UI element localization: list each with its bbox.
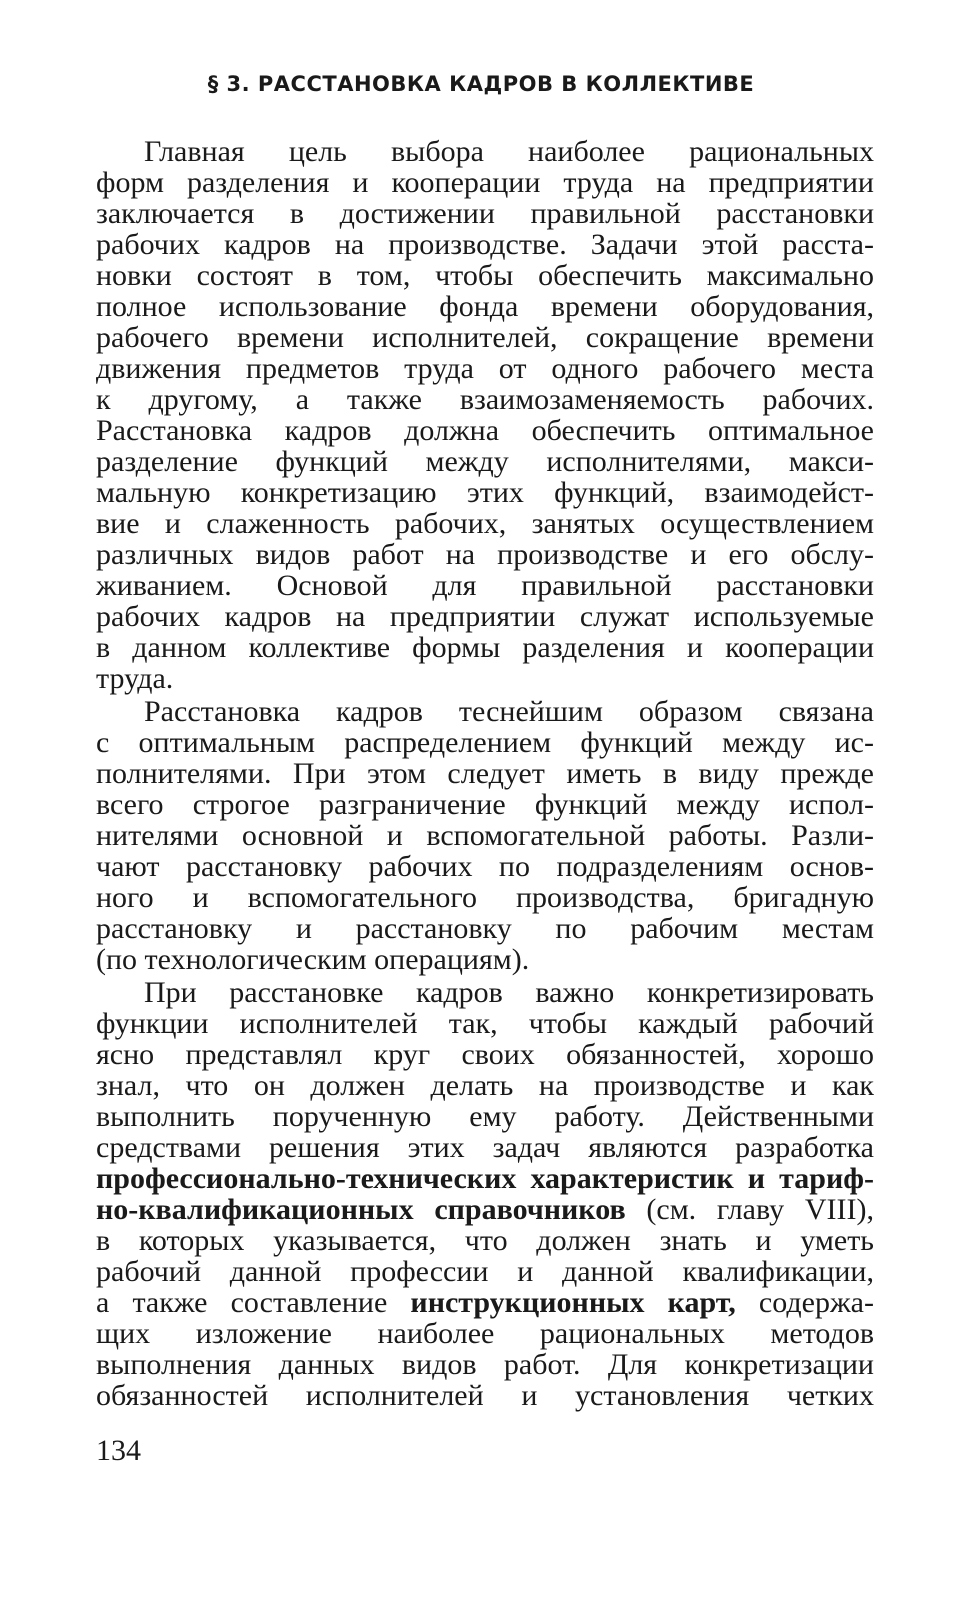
text-line: щих изложение наиболее рациональных методов (96, 1317, 874, 1350)
body-text (96, 136, 874, 1411)
text-line: чают расстановку рабочих по подразделениям основ- (96, 850, 874, 883)
text-line: нителями основной и вспомогательной работы. Разли- (96, 819, 874, 852)
text-line: в которых указывается, что должен знать и уметь (96, 1224, 874, 1257)
text-line: функции исполнителей так, чтобы каждый рабочий (96, 1007, 874, 1040)
text-line: Главная цель выбора наиболее рациональных (144, 135, 874, 168)
text-line: При расстановке кадров важно конкретизировать (144, 976, 874, 1009)
text-line: живанием. Основой для правильной расстановки (96, 569, 874, 602)
text-line: рабочего времени исполнителей, сокращение времени (96, 321, 874, 354)
text-line: всего строгое разграничение функций между испол- (96, 788, 874, 821)
text-line-mixed (96, 1194, 874, 1225)
text-line: ясно представлял круг своих обязанностей, хорошо (96, 1038, 874, 1071)
text-line: мальную конкретизацию этих функций, взаимодейст- (96, 476, 874, 509)
text-line: Расстановка кадров теснейшим образом связана (144, 695, 874, 728)
text-line: обязанностей исполнителей и установления четких (96, 1379, 874, 1412)
text-line: вие и слаженность рабочих, занятых осуществлением (96, 507, 874, 540)
text-line-mixed (96, 1287, 874, 1318)
text-line: труда. (96, 662, 174, 695)
text-line-bold (96, 1163, 874, 1194)
bold-term: но-квалификационных справочников (96, 1193, 626, 1226)
text-line: выполнения данных видов работ. Для конкретизации (96, 1348, 874, 1381)
text-line: ного и вспомогательного производства, бригадную (96, 881, 874, 914)
text-line: рабочих кадров на предприятии служат используемые (96, 600, 874, 633)
text-line: Расстановка кадров должна обеспечить оптимальное (96, 414, 874, 447)
page-number: 134 (96, 1434, 141, 1467)
text-line: заключается в достижении правильной расстановки (96, 197, 874, 230)
text-line: расстановку и расстановку по рабочим местам (96, 912, 874, 945)
paragraph-3 (96, 977, 874, 1411)
text-run: а также составление (96, 1286, 411, 1319)
paragraph-1 (96, 136, 874, 694)
text-line: с оптимальным распределением функций между ис- (96, 726, 874, 759)
bold-term: профессионально-технических характеристик и тариф- (96, 1162, 874, 1195)
text-line: полное использование фонда времени оборудования, (96, 290, 874, 323)
text-line: рабочих кадров на производстве. Задачи этой расста- (96, 228, 874, 261)
text-line: выполнить порученную ему работу. Действенными (96, 1100, 874, 1133)
text-line: в данном коллективе формы разделения и кооперации (96, 631, 874, 664)
paragraph-2 (96, 696, 874, 975)
bold-term: инструкционных карт, (410, 1286, 736, 1319)
section-heading: § 3. РАССТАНОВКА КАДРОВ В КОЛЛЕКТИВЕ (207, 72, 755, 96)
text-line: знал, что он должен делать на производстве и как (96, 1069, 874, 1102)
text-line: средствами решения этих задач являются разработка (96, 1131, 874, 1164)
text-line: разделение функций между исполнителями, макси- (96, 445, 874, 478)
text-line: полнителями. При этом следует иметь в виду прежде (96, 757, 874, 790)
text-line: различных видов работ на производстве и его обслу- (96, 538, 874, 571)
text-line: (по технологическим операциям). (96, 943, 530, 976)
text-line: форм разделения и кооперации труда на предприятии (96, 166, 874, 199)
text-line: рабочий данной профессии и данной квалификации, (96, 1255, 874, 1288)
text-line: движения предметов труда от одного рабочего места (96, 352, 874, 385)
text-line: к другому, а также взаимозаменяемость рабочих. (96, 383, 874, 416)
text-line: новки состоят в том, чтобы обеспечить максимально (96, 259, 874, 292)
text-run: (см. главу VIII), (625, 1193, 874, 1226)
text-run: содержа- (735, 1286, 874, 1319)
